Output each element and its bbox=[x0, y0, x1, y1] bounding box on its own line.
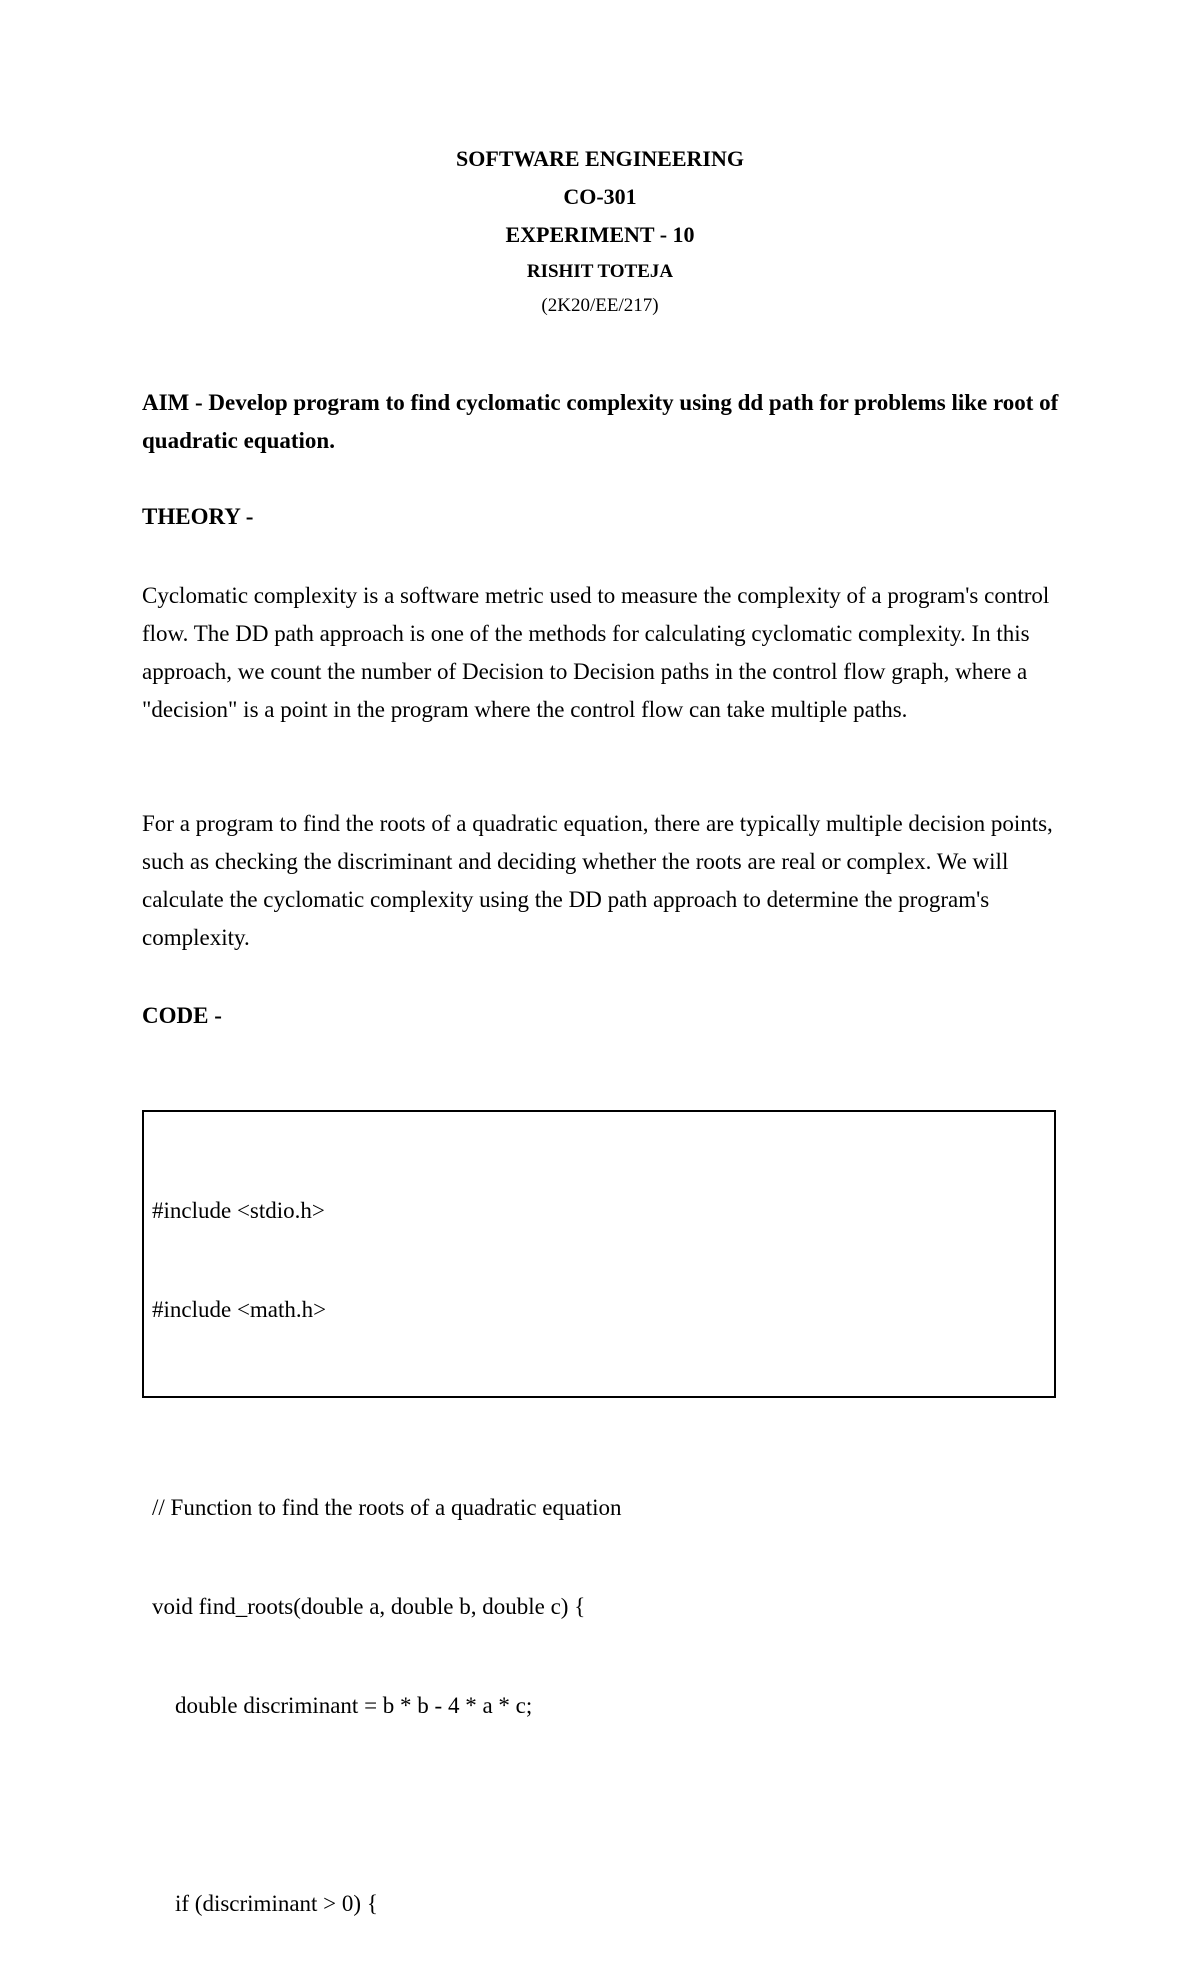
theory-paragraph: For a program to find the roots of a quadratic equation, there are typically multiple decision points, such as checking the discriminant and deciding whether the roots are real or complex. We will calculate the cyclomatic complexity using the DD path approach to determine the program's complexity. bbox=[142, 811, 1053, 950]
document-title: SOFTWARE ENGINEERING bbox=[456, 146, 744, 171]
course-code: CO-301 bbox=[563, 184, 637, 209]
code-block bbox=[142, 1110, 1056, 1916]
theory-paragraph: Cyclomatic complexity is a software metric used to measure the complexity of a program's control flow. The DD path approach is one of the methods for calculating cyclomatic complexity. In this approach, we count the number of Decision to Decision paths in the control flow graph, where a "decision" is a point in the program where the control flow can take multiple paths. bbox=[142, 583, 1050, 722]
theory-heading: THEORY - bbox=[142, 504, 254, 529]
code-line: #include <stdio.h> bbox=[152, 1198, 325, 1223]
roll-number: (2K20/EE/217) bbox=[541, 295, 659, 316]
code-line: // Function to find the roots of a quadratic equation bbox=[152, 1495, 622, 1520]
aim-statement: AIM - Develop program to find cyclomatic complexity using dd path for problems like root of quadratic equation. bbox=[142, 390, 1059, 453]
student-name: RISHIT TOTEJA bbox=[526, 261, 674, 282]
experiment-number: EXPERIMENT - 10 bbox=[505, 222, 695, 247]
code-line: #include <math.h> bbox=[152, 1297, 327, 1322]
code-lines bbox=[152, 1128, 621, 1986]
code-heading: CODE - bbox=[142, 1003, 222, 1028]
code-line: void find_roots(double a, double b, double c) { bbox=[152, 1594, 586, 1619]
code-line: if (discriminant > 0) { bbox=[152, 1891, 378, 1916]
code-line bbox=[152, 1392, 621, 1425]
document-header bbox=[0, 140, 1200, 322]
code-line: double discriminant = b * b - 4 * a * c; bbox=[152, 1693, 533, 1718]
code-line bbox=[152, 1788, 621, 1821]
